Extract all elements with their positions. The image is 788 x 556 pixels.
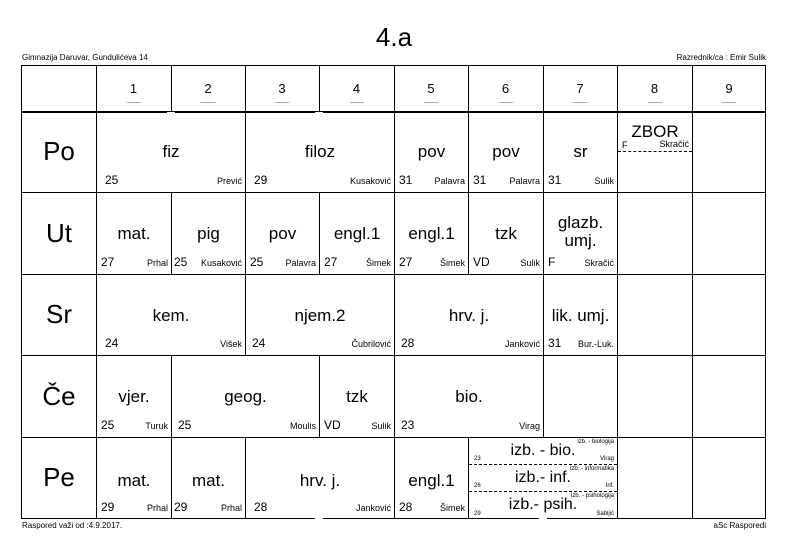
period-header-3: 3 xyxy=(245,66,319,112)
timetable-grid xyxy=(21,65,766,519)
period-header-5: 5 xyxy=(394,66,468,112)
period-header-2: 2 xyxy=(171,66,245,112)
day-label-pe: Pe xyxy=(43,462,75,492)
lesson-po-8[interactable]: ZBOR F Skračić xyxy=(618,112,692,152)
period-header-6: 6 xyxy=(468,66,543,112)
lesson-po-5[interactable]: sr 31 Sulik xyxy=(548,142,614,187)
lesson-ut-3[interactable]: pov 25 Palavra xyxy=(250,224,316,269)
lesson-ut-1[interactable]: mat. 27 Prhal xyxy=(101,224,168,269)
lesson-ut-4[interactable]: engl.1 27 Šimek xyxy=(324,224,391,269)
lesson-ut-5[interactable]: engl.1 27 Šimek xyxy=(399,224,465,269)
elective-biology[interactable]: izb. - biologija izb. - bio. 23 Virag xyxy=(469,438,617,465)
period-header-9: 9 xyxy=(692,66,766,112)
lesson-po-1[interactable]: fiz 25 Prević xyxy=(105,142,242,187)
day-label-ut: Ut xyxy=(46,218,72,248)
day-label-sr: Sr xyxy=(46,299,72,329)
lesson-sr-5[interactable]: hrv. j. 28 Janković xyxy=(401,306,540,350)
lesson-sr-3[interactable]: njem.2 24 Čubrilović xyxy=(252,306,391,350)
brand-label: aSc Rasporedi xyxy=(713,521,766,530)
lesson-ce-1[interactable]: vjer. 25 Turuk xyxy=(101,387,168,432)
lesson-po-4[interactable]: pov 31 Palavra xyxy=(473,142,540,187)
lesson-pe-5[interactable]: engl.1 28 Šimek xyxy=(399,471,465,514)
period-header-4: 4 xyxy=(319,66,394,112)
period-header-7: 7 xyxy=(543,66,617,112)
lesson-ce-5[interactable]: bio. 23 Virag xyxy=(401,387,540,432)
lesson-ut-2[interactable]: pig 25 Kusaković xyxy=(174,224,242,269)
class-teacher: Razrednik/ca : Emir Sulik xyxy=(676,53,766,62)
lesson-ut-6[interactable]: tzk VD Sulik xyxy=(473,224,540,269)
lesson-sr-7[interactable]: lik. umj. 31 Bur.-Luk. xyxy=(548,306,614,350)
day-label-po: Po xyxy=(43,136,75,166)
lesson-pe-2[interactable]: mat. 29 Prhal xyxy=(174,471,242,514)
elective-psychology[interactable]: izb. - psihologija izb.- psih. 29 Sabljić xyxy=(474,493,614,517)
lesson-pe-6-electives xyxy=(469,438,617,519)
day-label-ce: Če xyxy=(42,381,76,411)
valid-from-note: Raspored važi od :4.9.2017. xyxy=(22,521,123,530)
lesson-ut-7[interactable]: glazb. umj. F Skračić xyxy=(548,213,614,269)
period-header-8: 8 xyxy=(617,66,692,112)
lesson-ce-4[interactable]: tzk VD Sulik xyxy=(324,387,391,432)
lesson-po-2[interactable]: filoz 29 Kusaković xyxy=(254,142,391,187)
lesson-sr-1[interactable]: kem. 24 Višek xyxy=(105,306,242,350)
elective-informatics[interactable]: izb. - informatika izb.- inf. 26 Inf. xyxy=(469,465,617,492)
lesson-po-3[interactable]: pov 31 Palavra xyxy=(399,142,465,187)
page-title: 4.a xyxy=(375,22,413,52)
period-header-1: 1 xyxy=(96,66,171,112)
lesson-ce-2[interactable]: geog. 25 Moulis xyxy=(178,387,316,432)
lesson-pe-1[interactable]: mat. 29 Prhal xyxy=(101,471,168,514)
school-name: Gimnazija Daruvar, Gundulićeva 14 xyxy=(22,53,148,62)
lesson-pe-3[interactable]: hrv. j. 28 Janković xyxy=(254,471,391,514)
